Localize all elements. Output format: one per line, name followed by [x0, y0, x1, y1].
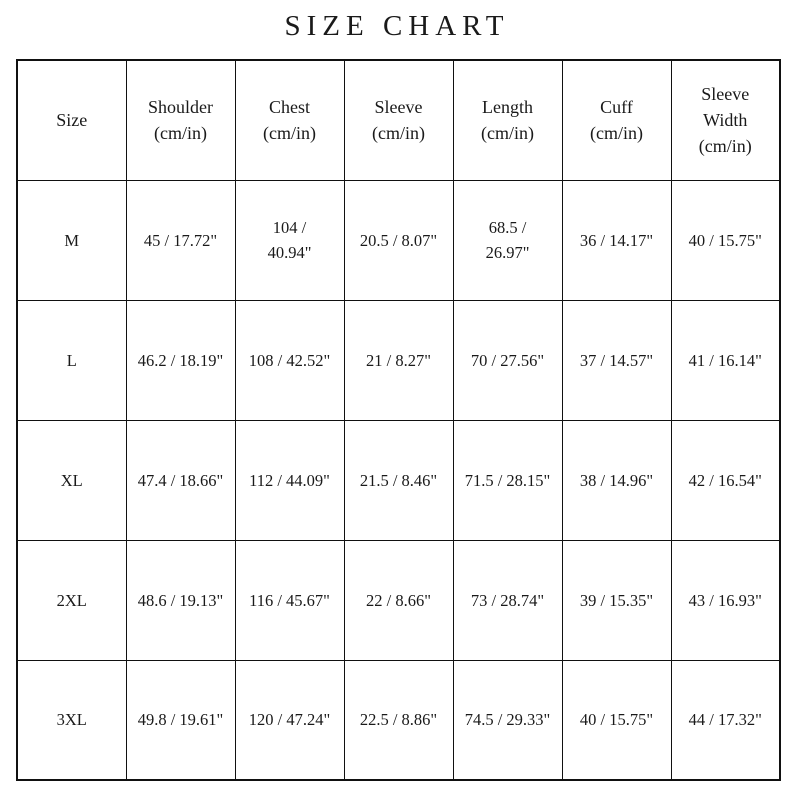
chest-cell-line-2: 40.94" — [267, 243, 312, 262]
header-cuff-label: Cuff — [600, 97, 633, 118]
sleeve-width-cell: 41 / 16.14" — [671, 300, 780, 420]
length-cell — [453, 180, 562, 300]
cuff-cell: 39 / 15.35" — [562, 540, 671, 660]
table-row — [17, 660, 780, 780]
header-row — [17, 60, 780, 180]
size-cell: 2XL — [17, 540, 126, 660]
size-cell: XL — [17, 420, 126, 540]
table-row — [17, 180, 780, 300]
table-row — [17, 300, 780, 420]
chest-cell-line-1: 104 / — [272, 218, 307, 237]
shoulder-cell: 49.8 / 19.61" — [126, 660, 235, 780]
header-sleeve-width-label-2: Width — [703, 110, 748, 131]
chest-cell: 116 / 45.67" — [235, 540, 344, 660]
header-shoulder — [126, 60, 235, 180]
length-cell: 71.5 / 28.15" — [453, 420, 562, 540]
sleeve-width-cell: 44 / 17.32" — [671, 660, 780, 780]
header-size-label: Size — [56, 110, 88, 131]
length-cell-line-1: 68.5 / — [488, 218, 527, 237]
sleeve-cell: 20.5 / 8.07" — [344, 180, 453, 300]
sleeve-cell: 22 / 8.66" — [344, 540, 453, 660]
length-cell-line-2: 26.97" — [485, 243, 530, 262]
size-cell: M — [17, 180, 126, 300]
sleeve-cell: 22.5 / 8.86" — [344, 660, 453, 780]
sleeve-cell: 21.5 / 8.46" — [344, 420, 453, 540]
sleeve-cell: 21 / 8.27" — [344, 300, 453, 420]
cuff-cell: 37 / 14.57" — [562, 300, 671, 420]
shoulder-cell: 45 / 17.72" — [126, 180, 235, 300]
sleeve-width-cell: 42 / 16.54" — [671, 420, 780, 540]
sleeve-width-cell: 40 / 15.75" — [671, 180, 780, 300]
table-row — [17, 420, 780, 540]
size-chart-table — [16, 59, 781, 781]
header-sleeve-unit: (cm/in) — [372, 123, 425, 144]
table-row — [17, 540, 780, 660]
header-chest — [235, 60, 344, 180]
shoulder-cell: 47.4 / 18.66" — [126, 420, 235, 540]
header-length — [453, 60, 562, 180]
header-size — [17, 60, 126, 180]
length-cell: 73 / 28.74" — [453, 540, 562, 660]
chest-cell: 112 / 44.09" — [235, 420, 344, 540]
length-cell: 74.5 / 29.33" — [453, 660, 562, 780]
header-cuff-unit: (cm/in) — [590, 123, 643, 144]
cuff-cell: 38 / 14.96" — [562, 420, 671, 540]
shoulder-cell: 48.6 / 19.13" — [126, 540, 235, 660]
size-cell: L — [17, 300, 126, 420]
header-sleeve-width-unit: (cm/in) — [698, 136, 752, 157]
header-sleeve — [344, 60, 453, 180]
header-cuff — [562, 60, 671, 180]
sleeve-width-cell: 43 / 16.93" — [671, 540, 780, 660]
header-length-unit: (cm/in) — [481, 123, 534, 144]
chest-cell — [235, 180, 344, 300]
chest-cell: 120 / 47.24" — [235, 660, 344, 780]
length-cell: 70 / 27.56" — [453, 300, 562, 420]
header-sleeve-width — [671, 60, 780, 180]
header-shoulder-label: Shoulder — [148, 97, 213, 118]
header-shoulder-unit: (cm/in) — [154, 123, 207, 144]
header-chest-label: Chest — [268, 97, 310, 118]
cuff-cell: 40 / 15.75" — [562, 660, 671, 780]
size-cell: 3XL — [17, 660, 126, 780]
header-sleeve-width-label-1: Sleeve — [701, 84, 750, 105]
shoulder-cell: 46.2 / 18.19" — [126, 300, 235, 420]
page-title: SIZE CHART — [284, 10, 510, 42]
header-sleeve-label: Sleeve — [374, 97, 423, 118]
header-length-label: Length — [482, 97, 533, 118]
cuff-cell: 36 / 14.17" — [562, 180, 671, 300]
chest-cell: 108 / 42.52" — [235, 300, 344, 420]
header-chest-unit: (cm/in) — [263, 123, 316, 144]
